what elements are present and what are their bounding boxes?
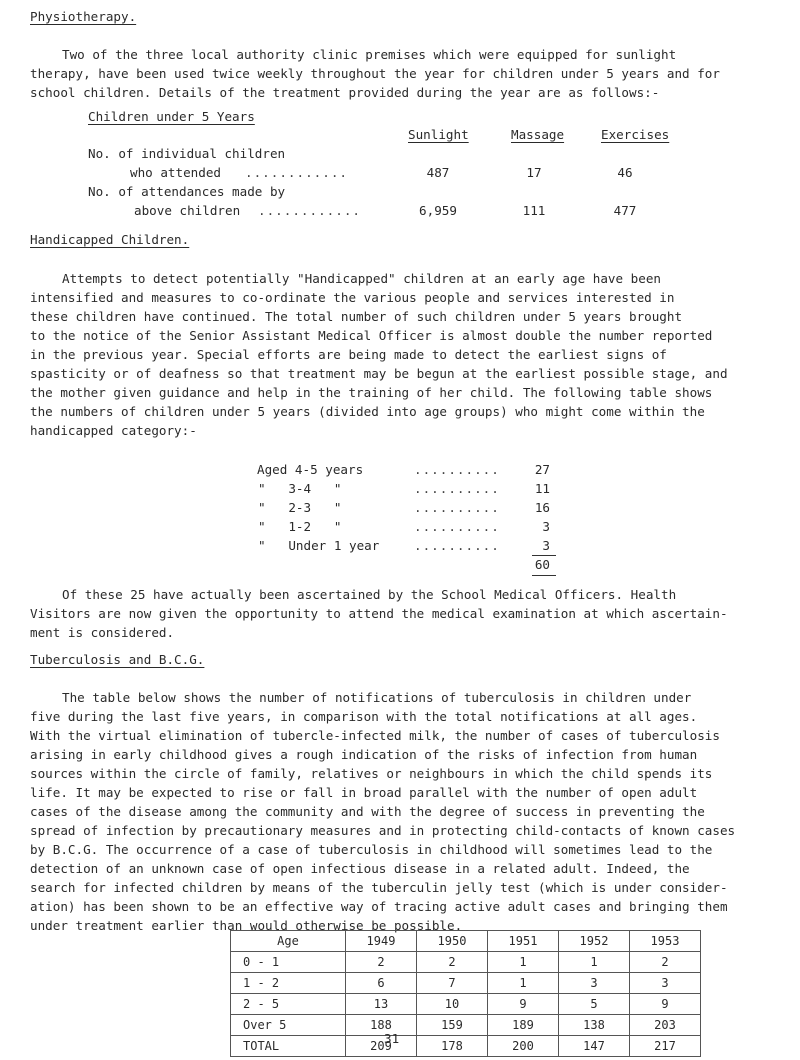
table-row [231, 994, 701, 1015]
column-sunlight: Sunlight [408, 127, 469, 142]
tb-para-line-9: by B.C.G. The occurrence of a case of tuberculosis in childhood will sometimes lead to the [30, 842, 713, 857]
row1-sunlight: 487 [426, 165, 450, 180]
physio-intro-line-1: Two of the three local authority clinic premises which were equipped for sunlight [62, 47, 677, 62]
handicapped-after-line-2: Visitors are now given the opportunity to attend the medical examination at which ascertain- [30, 606, 728, 621]
total-rule-bottom [532, 575, 556, 576]
row2-label-line2: above children [134, 203, 241, 218]
header-year: 1950 [417, 931, 488, 952]
age-row-label: " Under 1 year [258, 538, 380, 553]
row1-massage: 17 [526, 165, 542, 180]
age-row-dots: .......... [414, 462, 500, 477]
tb-para-line-12: ation) has been shown to be an effective way of tracing active adult cases and bringing them [30, 899, 728, 914]
row2-massage: 111 [522, 203, 546, 218]
handicapped-after-line-3: ment is considered. [30, 625, 175, 640]
table-row [231, 952, 701, 973]
age-row-dots: .......... [414, 519, 500, 534]
cell: 7 [417, 973, 488, 994]
cell: 2 [630, 952, 701, 973]
cell: 217 [630, 1036, 701, 1057]
tb-para-line-5: sources within the circle of family, relatives or neighbours in which the child spends its [30, 766, 713, 781]
age-row-value: 3 [542, 519, 550, 534]
tb-para-line-2: five during the last five years, in comparison with the total notifications at all ages. [30, 709, 698, 724]
age-row-value: 16 [534, 500, 550, 515]
handicapped-para-line-9: handicapped category:- [30, 423, 197, 438]
header-year: 1951 [488, 931, 559, 952]
row-age: 0 - 1 [231, 952, 346, 973]
handicapped-para-line-6: spasticity or of deafness so that treatment may be begun at the earliest possible stage, and [30, 366, 728, 381]
cell: 2 [417, 952, 488, 973]
age-row-dots: .......... [414, 538, 500, 553]
tuberculosis-heading: Tuberculosis and B.C.G. [30, 652, 205, 667]
cell: 178 [417, 1036, 488, 1057]
row1-label-line1: No. of individual children [88, 146, 286, 161]
age-row-value: 3 [542, 538, 550, 553]
children-under-5-subheading: Children under 5 Years [88, 109, 255, 124]
column-massage: Massage [511, 127, 565, 142]
tb-para-line-10: detection of an unknown case of open infectious disease in a related adult. Indeed, the [30, 861, 690, 876]
physio-intro-line-3: school children. Details of the treatment provided during the year are as follows:- [30, 85, 660, 100]
table-row [231, 1015, 701, 1036]
age-row-value: 27 [534, 462, 550, 477]
cell: 209 [346, 1036, 417, 1057]
row-age: 2 - 5 [231, 994, 346, 1015]
row1-label-line2: who attended [130, 165, 221, 180]
tuberculosis-notifications-table [230, 930, 701, 1057]
age-row-label: " 3-4 " [258, 481, 342, 496]
cell: 1 [559, 952, 630, 973]
cell: 1 [488, 952, 559, 973]
tb-para-line-7: cases of the disease among the community and with the degree of success in preventing the [30, 804, 705, 819]
age-row-dots: .......... [414, 500, 500, 515]
age-row-label: " 2-3 " [258, 500, 342, 515]
handicapped-heading: Handicapped Children. [30, 232, 190, 247]
cell: 147 [559, 1036, 630, 1057]
header-year: 1952 [559, 931, 630, 952]
tb-para-line-11: search for infected children by means of the tuberculin jelly test (which is under consider- [30, 880, 728, 895]
header-year: 1949 [346, 931, 417, 952]
cell: 1 [488, 973, 559, 994]
handicapped-para-line-4: to the notice of the Senior Assistant Medical Officer is almost double the number reported [30, 328, 713, 343]
cell: 138 [559, 1015, 630, 1036]
cell: 5 [559, 994, 630, 1015]
physiotherapy-heading: Physiotherapy. [30, 9, 137, 24]
table-header-row [231, 931, 701, 952]
row2-leader-dots: ............ [258, 203, 361, 218]
tb-para-line-6: life. It may be expected to rise or fall in broad parallel with the number of open adult [30, 785, 698, 800]
column-exercises: Exercises [601, 127, 670, 142]
cell: 203 [630, 1015, 701, 1036]
age-row-value: 11 [534, 481, 550, 496]
tb-para-line-8: spread of infection by precautionary measures and in protecting child-contacts of known cases [30, 823, 736, 838]
header-age: Age [231, 931, 346, 952]
cell: 200 [488, 1036, 559, 1057]
cell: 13 [346, 994, 417, 1015]
tb-para-line-3: With the virtual elimination of tubercle-infected milk, the number of cases of tuberculosis [30, 728, 720, 743]
row-age: Over 5 [231, 1015, 346, 1036]
handicapped-para-line-3: these children have continued. The total number of such children under 5 years brought [30, 309, 683, 324]
row1-exercises: 46 [617, 165, 633, 180]
handicapped-para-line-5: in the previous year. Special efforts are being made to detect the earliest signs of [30, 347, 667, 362]
row-age: TOTAL [231, 1036, 346, 1057]
table-total-row [231, 1036, 701, 1057]
cell: 188 [346, 1015, 417, 1036]
row2-label-line1: No. of attendances made by [88, 184, 286, 199]
row1-leader-dots: ............ [245, 165, 348, 180]
header-year: 1953 [630, 931, 701, 952]
tb-para-line-4: arising in early childhood gives a rough indication of the risks of infection from human [30, 747, 698, 762]
page-number: 31 [384, 1031, 400, 1046]
row2-sunlight: 6,959 [419, 203, 457, 218]
handicapped-para-line-7: the mother given guidance and help in the training of her child. The following table shows [30, 385, 713, 400]
cell: 3 [630, 973, 701, 994]
cell: 2 [346, 952, 417, 973]
age-row-dots: .......... [414, 481, 500, 496]
handicapped-after-line-1: Of these 25 have actually been ascertained by the School Medical Officers. Health [62, 587, 677, 602]
cell: 6 [346, 973, 417, 994]
tb-para-line-13: under treatment earlier than would otherwise be possible. [30, 918, 463, 933]
tb-para-line-1: The table below shows the number of notifications of tuberculosis in children under [62, 690, 692, 705]
age-row-label: " 1-2 " [258, 519, 342, 534]
cell: 10 [417, 994, 488, 1015]
age-row-label: Aged 4-5 years [257, 462, 364, 477]
handicapped-para-line-2: intensified and measures to co-ordinate the various people and services interested in [30, 290, 675, 305]
row-age: 1 - 2 [231, 973, 346, 994]
age-total: 60 [534, 557, 550, 572]
cell: 159 [417, 1015, 488, 1036]
physio-intro-line-2: therapy, have been used twice weekly throughout the year for children under 5 years and for [30, 66, 720, 81]
row2-exercises: 477 [613, 203, 637, 218]
cell: 3 [559, 973, 630, 994]
handicapped-para-line-8: the numbers of children under 5 years (divided into age groups) who might come within the [30, 404, 705, 419]
cell: 9 [488, 994, 559, 1015]
table-row [231, 973, 701, 994]
handicapped-para-line-1: Attempts to detect potentially "Handicapped" children at an early age have been [62, 271, 661, 286]
cell: 9 [630, 994, 701, 1015]
cell: 189 [488, 1015, 559, 1036]
